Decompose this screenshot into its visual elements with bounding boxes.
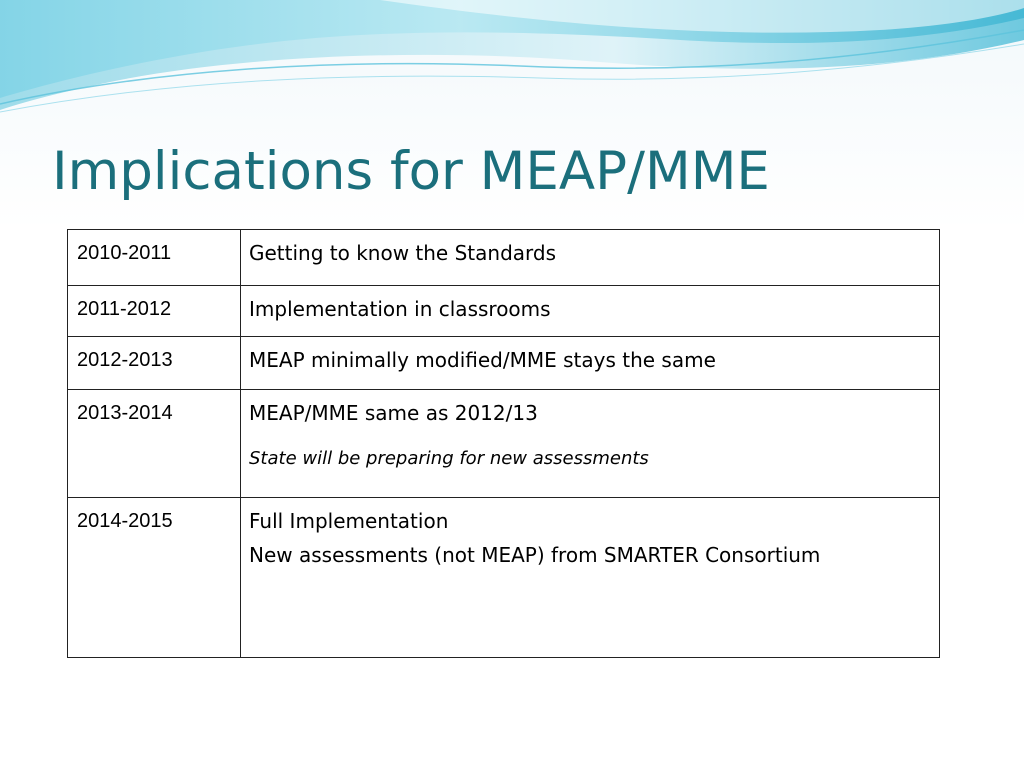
table-row [68, 286, 940, 337]
page-title: Implications for MEAP/MME [52, 141, 770, 202]
schedule-table [67, 229, 940, 658]
description-note: State will be preparing for new assessments [249, 448, 649, 469]
description-line: Implementation in classrooms [249, 297, 551, 321]
year-cell: 2011-2012 [68, 286, 241, 337]
description-line: MEAP/MME same as 2012/13 [249, 401, 538, 425]
description-cell [241, 498, 940, 658]
description-line: Full Implementation [249, 509, 449, 533]
description-cell [241, 337, 940, 390]
table-row [68, 337, 940, 390]
table-row [68, 498, 940, 658]
year-cell: 2010-2011 [68, 230, 241, 286]
wave-decoration [0, 0, 1024, 130]
description-cell [241, 390, 940, 498]
description-cell [241, 230, 940, 286]
year-cell: 2014-2015 [68, 498, 241, 658]
description-line: Getting to know the Standards [249, 241, 557, 265]
description-line: MEAP minimally modified/MME stays the same [249, 348, 716, 372]
year-cell: 2013-2014 [68, 390, 241, 498]
year-cell: 2012-2013 [68, 337, 241, 390]
description-line: New assessments (not MEAP) from SMARTER Consortium [249, 543, 821, 567]
description-cell [241, 286, 940, 337]
table-row [68, 230, 940, 286]
table-row [68, 390, 940, 498]
